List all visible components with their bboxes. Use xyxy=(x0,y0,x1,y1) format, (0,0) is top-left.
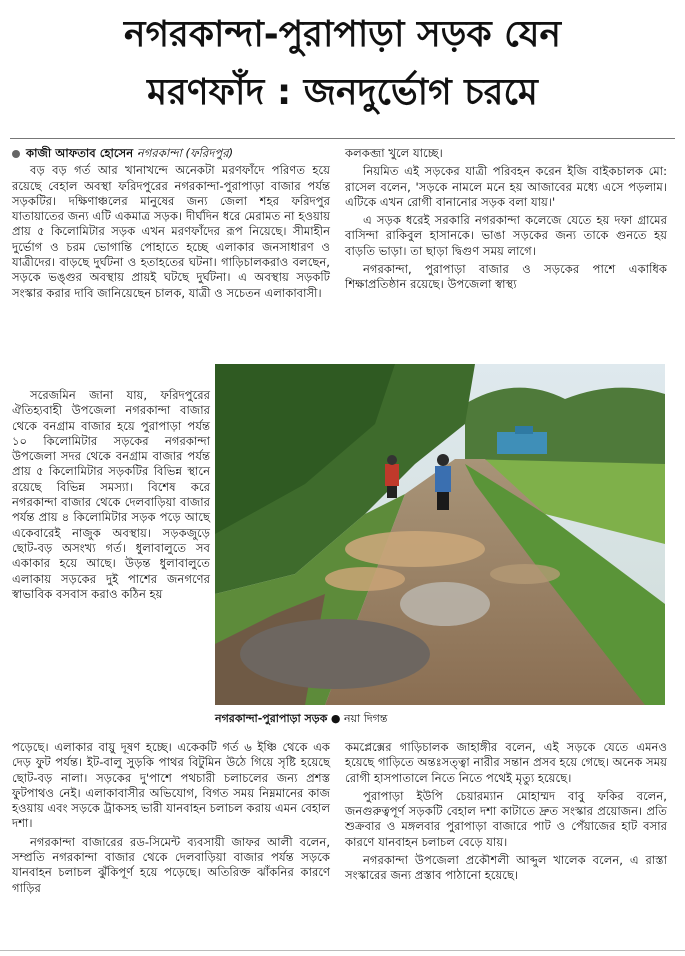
byline xyxy=(12,146,330,161)
article-paragraph: নগরকান্দা, পুরাপাড়া বাজার ও সড়কের পাশে একাধিক শিক্ষাপ্রতিষ্ঠান রয়েছে। উপজেলা স্বাস্থ্য xyxy=(345,262,667,292)
article-paragraph: সরেজমিন জানা যায়, ফরিদপুরের ঐতিহ্যবাহী উপজেলা নগরকান্দা বাজার থেকে বনগ্রাম বাজার হয়ে পুরাপাড়া পর্যন্ত ১০ কিলোমিটার সড়কের নগরকান্দা উপজেলা সদর থেকে বনগ্রাম বাজার পর্যন্ত প্রায় ৫ কিলোমিটার সড়কটির বিভিন্ন স্থানে রয়েছে বিভিন্ন সমস্যা। বিশেষ করে নগরকান্দা বাজার থেকে দেলবাড়িয়া বাজার পর্যন্ত প্রায় ৪ কিলোমিটার সড়ক পড়ে আছে একেবারেই নাজুক অবস্থায়। সড়কজুড়ে ছোট-বড় অসংখ্য গর্ত। ধুলাবালুতে সব একাকার হয়ে আছে। উড়ন্ত ধুলাবালুতে এলাকায় সড়কের দুই পাশের জনগণের স্বাভাবিক বসবাস করাও কঠিন হয় xyxy=(12,388,210,601)
byline-author: কাজী আফতাব হোসেন xyxy=(26,146,134,160)
headline xyxy=(0,6,685,122)
photo-caption-text: নগরকান্দা-পুরাপাড়া সড়ক xyxy=(215,712,328,725)
news-photo xyxy=(215,364,665,705)
article-column-left-top xyxy=(12,146,330,304)
article-column-left-narrow xyxy=(12,388,210,602)
article-paragraph: পুরাপাড়া ইউপি চেয়ারম্যান মোহাম্মদ বাবু ফকির বলেন, জনগুরুত্বপূর্ণ সড়কটি বেহাল দশা কাটাতে দ্রুত সংস্কার প্রয়োজন। প্রতি শুক্রবার ও মঙ্গলবার পুরাপাড়া বাজারে পাট ও পেঁয়াজের হাট বসার কারণে যানবাহন চলাচল বেড়ে যায়। xyxy=(345,788,667,849)
headline-line-2: মরণফাঁদ : জনদুর্ভোগ চরমে xyxy=(147,72,538,113)
article-paragraph: বড় বড় গর্ত আর খানাখন্দে অনেকটা মরণফাঁদে পরিণত হয়ে রয়েছে বেহাল অবস্থা ফরিদপুরের নগরকান্দা-পুরাপাড়া বাজার পর্যন্ত সড়কটির। দক্ষিণাঞ্চলের মানুষের জন্য জেলা শহর ফরিদপুর যাতায়াতের জন্য এটি একমাত্র সড়ক। দীর্ঘদিন ধরে মেরামত না হওয়ায় প্রায় ৫ কিলোমিটার সড়ক এখন মরণফাঁদের রূপ নিয়েছে। সীমাহীন দুর্ভোগ ও চরম ভোগান্তি পোহাতে হচ্ছে এলাকার জনসাধারণ ও যাত্রীদের। বাড়ছে দুর্ঘটনা ও হতাহতের ঘটনা। গাড়িচালকরাও বলছেন, সড়কে ভঙ্গুর অবস্থায় প্রায়ই ঘটছে দুর্ঘটনা। এ অবস্থায় সড়কটি সংস্কার করার দাবি জানিয়েছেন চালক, যাত্রী ও সচেতন এলাকাবাসী। xyxy=(12,163,330,300)
article-paragraph: নগরকান্দা উপজেলা প্রকৌশলী আব্দুল খালেক বলেন, এ রাস্তা সংস্কারের জন্য প্রস্তাব পাঠানো হয়েছে। xyxy=(345,853,667,883)
headline-line-1: নগরকান্দা-পুরাপাড়া সড়ক যেন xyxy=(123,14,562,55)
article-paragraph: এ সড়ক ধরেই সরকারি নগরকান্দা কলেজে যেতে হয় দফা গ্রামের বাসিন্দা রাকিবুল হাসানকে। ভাঙা সড়কের জন্য তাকে গুনতে হয় বাড়তি ভাড়া। তা ছাড়া দ্বিগুণ সময় লাগে। xyxy=(345,213,667,258)
road-photo-illustration xyxy=(215,364,665,705)
article-paragraph: কলকব্জা খুলে যাচ্ছে। xyxy=(345,146,443,160)
byline-place: নগরকান্দা (ফরিদপুর) xyxy=(136,146,234,160)
article-paragraph: কমপ্লেক্সের গাড়িচালক জাহাঙ্গীর বলেন, এই সড়কে যেতে এমনও হয়েছে গাড়িতে অন্তঃসত্ত্বা নারীর সন্তান প্রসব হয়ে গেছে। অনেক সময় রোগী হাসপাতালে নিতে নিতে পথেই মৃত্যু হয়েছে। xyxy=(345,740,667,785)
page-bottom-border xyxy=(0,950,685,951)
article-column-right-top xyxy=(345,146,667,296)
headline-divider xyxy=(10,138,675,139)
article-paragraph: নগরকান্দা বাজারের রড-সিমেন্ট ব্যবসায়ী জাফর আলী বলেন, সম্প্রতি নগরকান্দা বাজার থেকে দেলবাড়িয়া বাজার পর্যন্ত সড়কে যানবাহন চলাচল ঝুঁকিপূর্ণ হয়ে পড়েছে। অতিরিক্ত ঝাঁকনির কারণে গাড়ির xyxy=(12,834,330,895)
article-paragraph: পড়েছে। এলাকার বায়ু দূষণ হচ্ছে। একেকটি গর্ত ৬ ইঞ্চি থেকে এক দেড় ফুট পর্যন্ত। ইট-বালু সুড়কি পাথর বিটুমিন উঠে গিয়ে সৃষ্টি হয়েছে ছোট-বড় নালা। সড়কের দু'পাশে পথচারী চলাচলের জন্য প্রশস্ত ফুটপাথও নেই। এলাকাবাসীর অভিযোগ, বিগত সময় নিম্নমানের কাজ হওয়ায় এবং সড়কে ট্রাকসহ ভারী যানবাহন চলাচল করায় এমন বেহাল দশা। xyxy=(12,740,330,831)
caption-bullet-icon: ● xyxy=(330,712,344,725)
article-paragraph: নিয়মিত এই সড়কের যাত্রী পরিবহন করেন ইজি বাইকচালক মো: রাসেল বলেন, 'সড়কে নামলে মনে হয় আজাবের মধ্যে এসে পড়লাম। এটিকে এখন রোগী বানানোর সড়ক বলা যায়।' xyxy=(345,164,667,209)
article-column-left-bottom xyxy=(12,740,330,899)
photo-credit: নয়া দিগন্ত xyxy=(343,712,388,725)
article-column-right-bottom xyxy=(345,740,667,887)
photo-caption xyxy=(215,712,665,726)
byline-bullet-icon xyxy=(12,150,20,158)
